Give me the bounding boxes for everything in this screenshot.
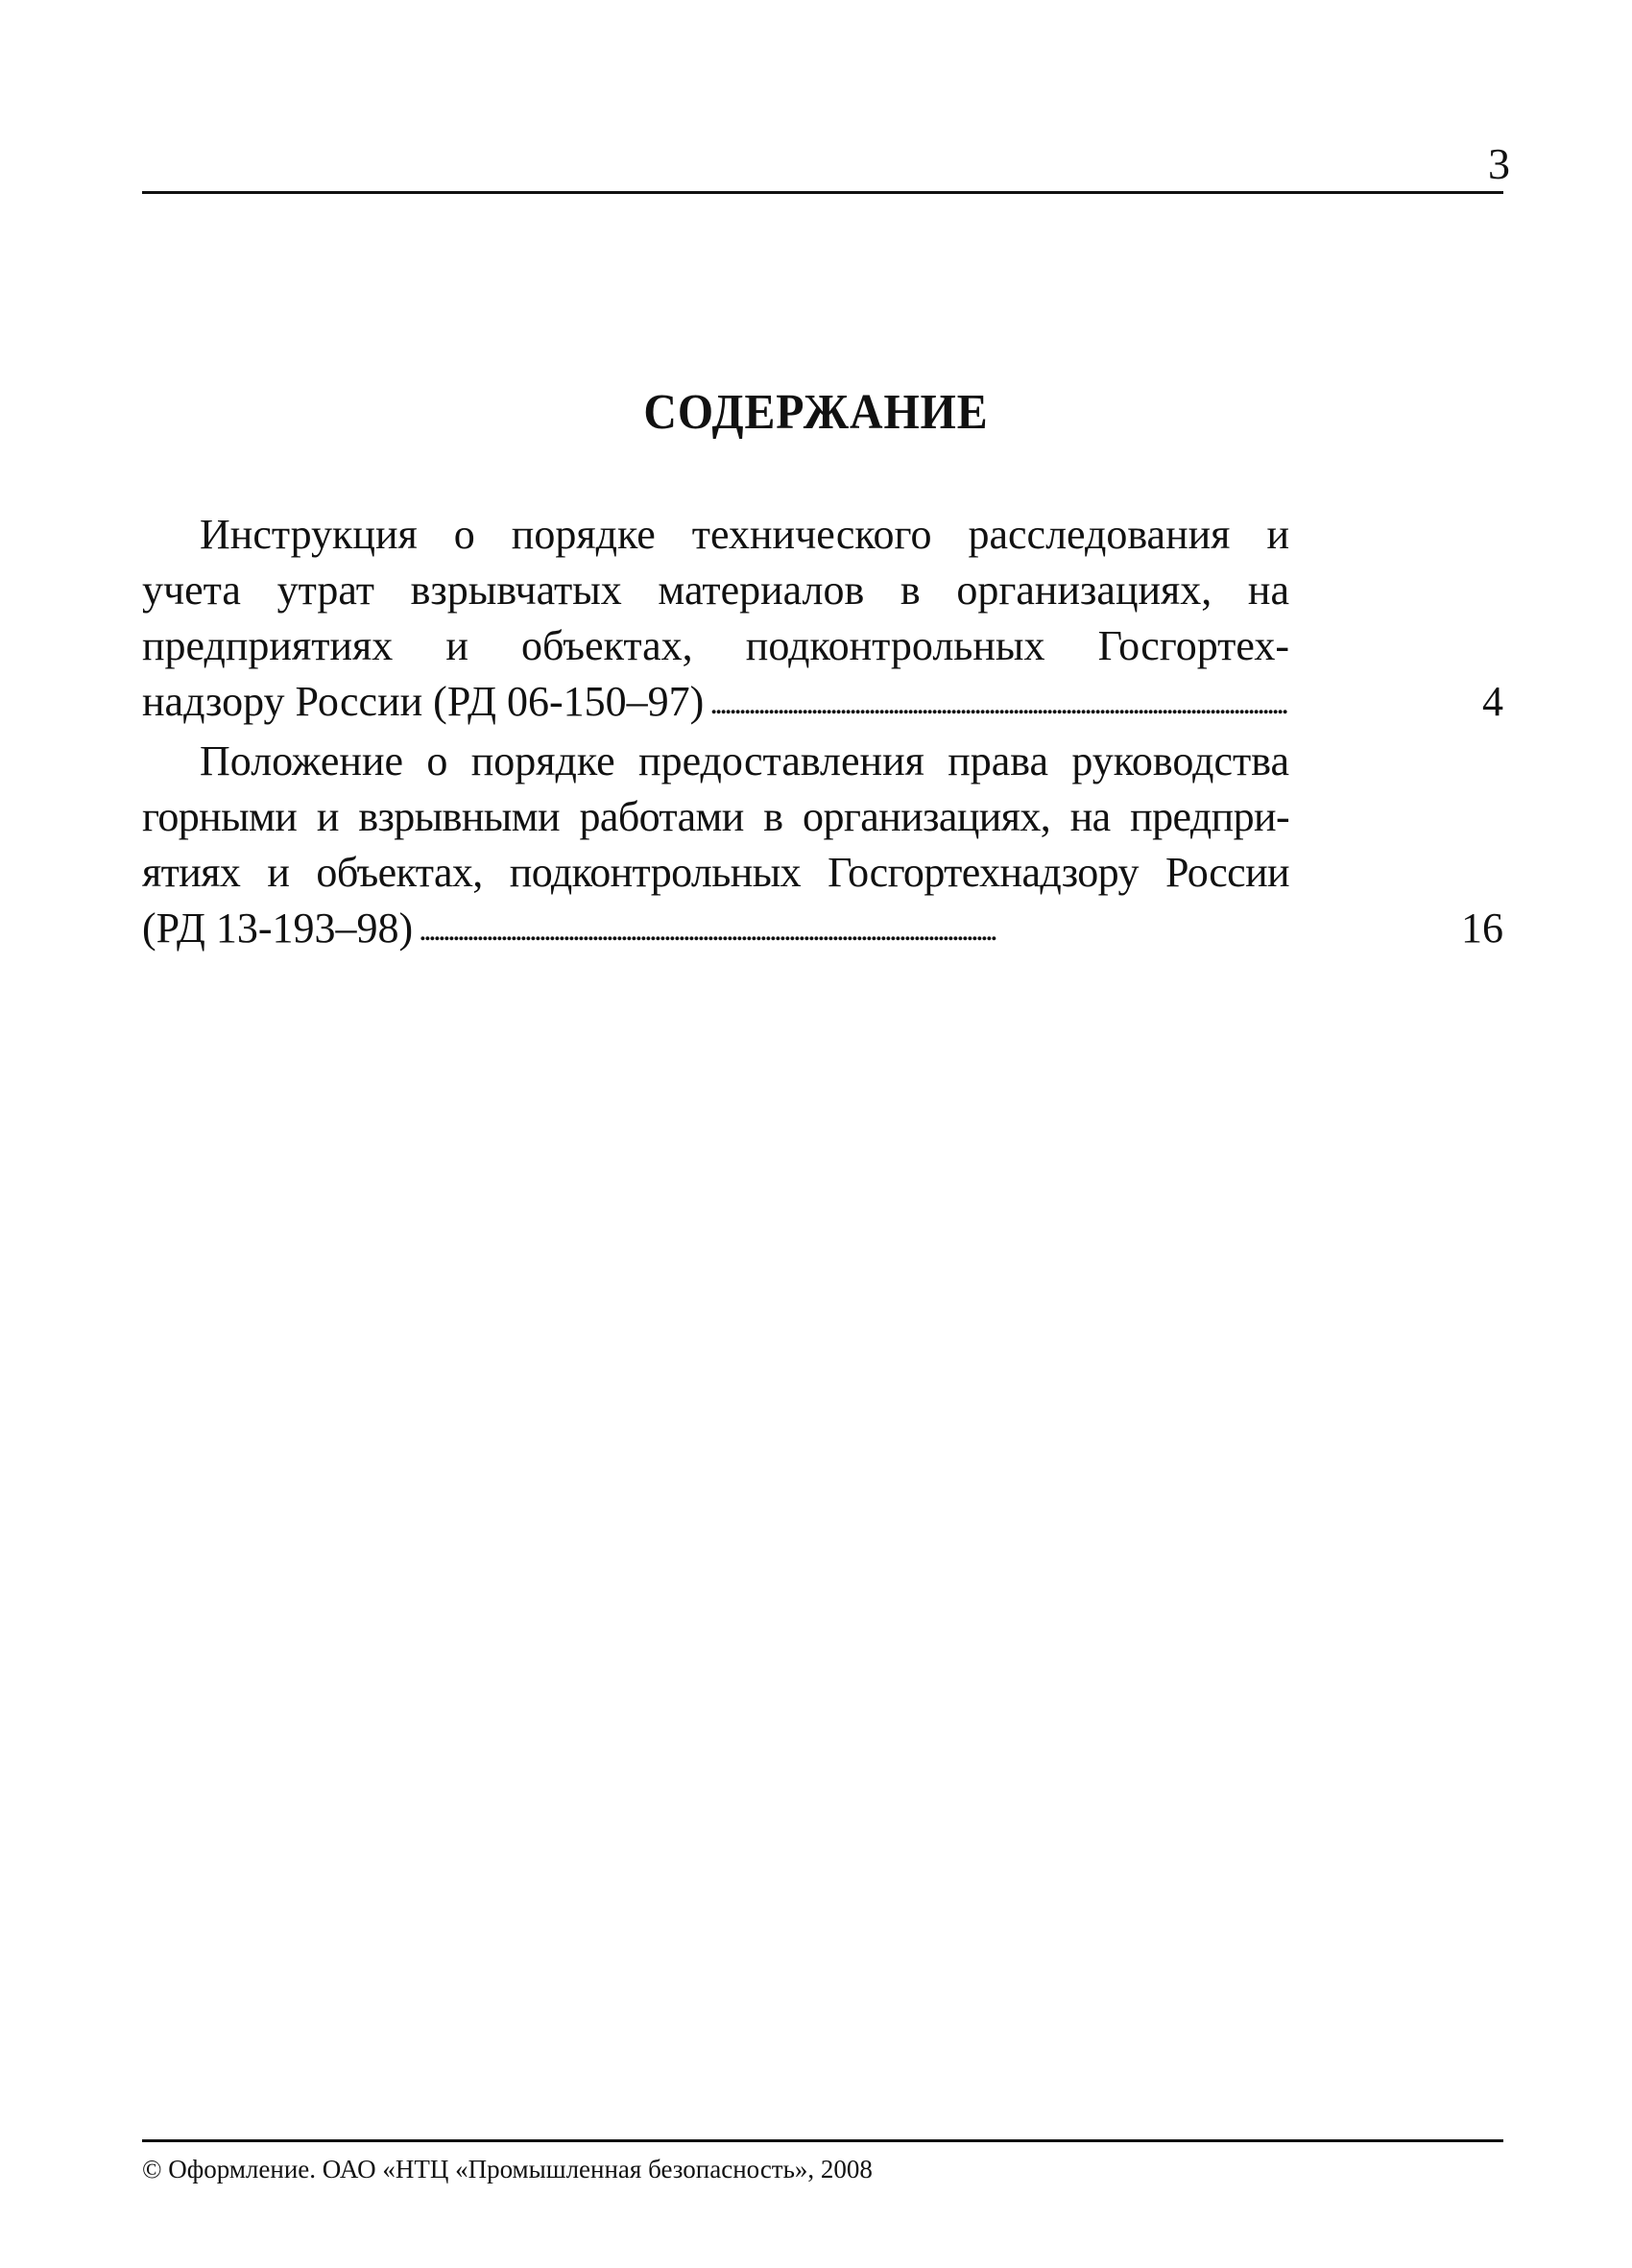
header-rule — [142, 191, 1503, 194]
toc-entry-regulation[interactable] — [142, 734, 1503, 960]
toc-entry-line: горными и взрывными работами в организациях, на предпри- — [142, 793, 1289, 840]
toc-page-ref: 16 — [1461, 905, 1503, 952]
toc-page-ref: 4 — [1482, 678, 1503, 725]
toc-entry-line: предприятиях и объектах, подконтрольных Госгортех- — [142, 622, 1289, 669]
toc-entry-last-line — [142, 674, 1503, 734]
toc-entry-line: Положение о порядке предоставления права руководства — [200, 737, 1289, 784]
dot-leader — [709, 672, 1476, 732]
toc-entry-line: Инструкция о порядке технического расследования и — [200, 511, 1289, 558]
toc-entry-line: надзору России (РД 06-150–97) — [142, 678, 705, 725]
dot-leader — [419, 899, 1455, 958]
page-number: 3 — [1488, 139, 1510, 188]
toc-entry-line: (РД 13-193–98) — [142, 905, 414, 952]
toc-entry-instruction[interactable] — [142, 507, 1503, 734]
toc-entry-line: учета утрат взрывчатых материалов в организациях, на — [142, 567, 1289, 614]
toc-entry-last-line — [142, 901, 1503, 960]
footer-rule — [142, 2139, 1503, 2142]
toc-entry-line: ятиях и объектах, подконтрольных Госгортехнадзору России — [142, 849, 1289, 896]
copyright-footer: © Оформление. ОАО «НТЦ «Промышленная безопасность», 2008 — [142, 2155, 873, 2184]
toc-title: СОДЕРЖАНИЕ — [643, 385, 989, 440]
table-of-contents — [142, 507, 1503, 960]
